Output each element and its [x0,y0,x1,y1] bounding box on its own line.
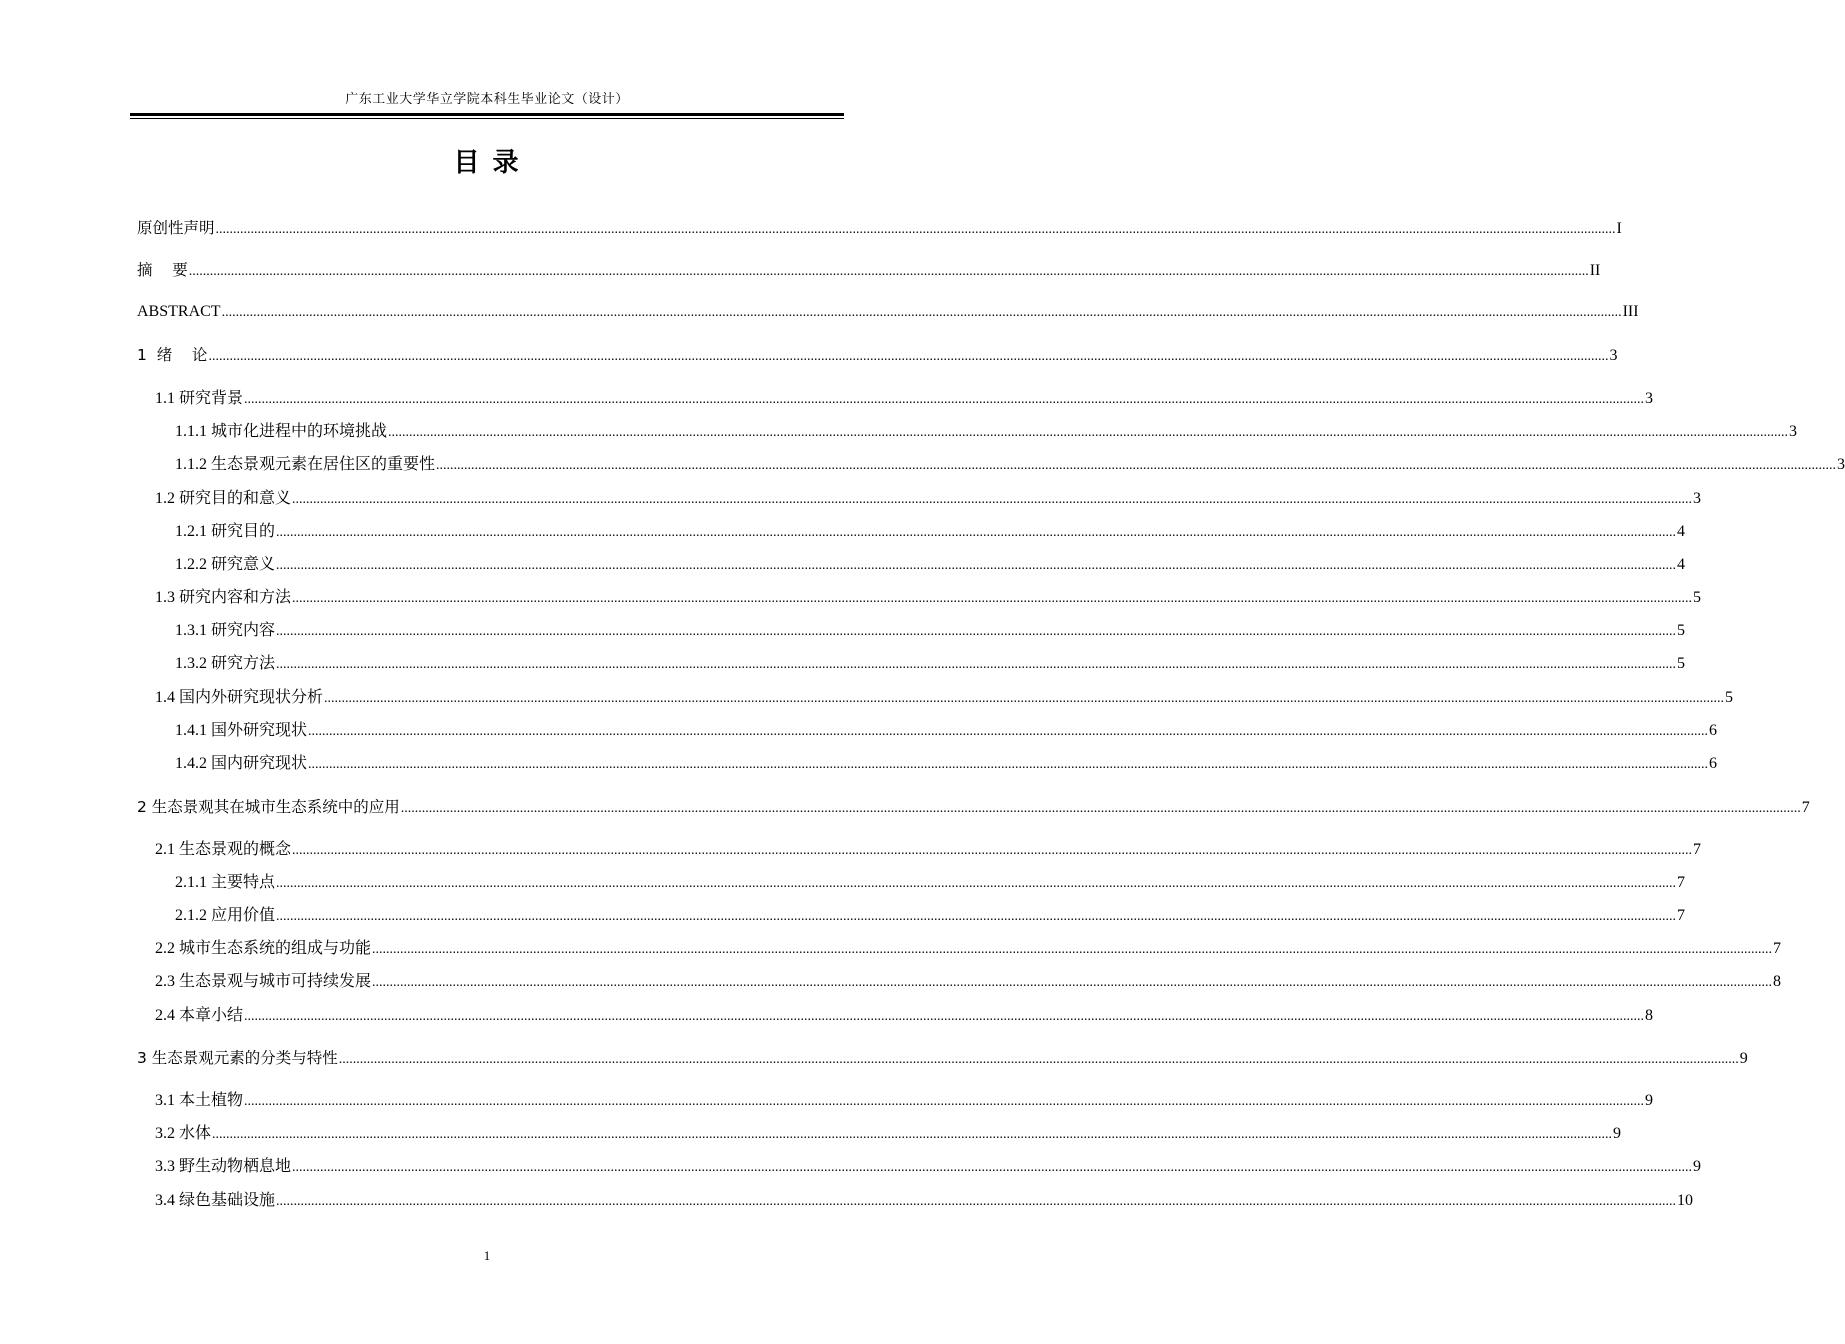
toc-entry-label: 2.1.1 主要特点 [175,874,276,891]
toc-entry-page: 3 [1789,423,1798,440]
toc-dot-leader: ................................................................................................................................................................................................................................................................................................................................................................................................................ [372,942,1773,957]
toc-entry-page: 8 [1645,1007,1654,1024]
toc-entry-label: ABSTRACT [137,303,221,320]
toc-entry[interactable] [137,719,1718,743]
toc-entry[interactable] [137,970,1782,994]
toc-entry[interactable] [137,453,1845,477]
toc-entry[interactable] [137,1089,1654,1113]
toc-dot-leader: ................................................................................................................................................................................................................................................................................................................................................................................................................ [244,1094,1645,1109]
toc-entry-page: 8 [1773,973,1782,990]
toc-entry[interactable] [137,838,1702,862]
toc-entry-label: 3.3 野生动物栖息地 [155,1158,292,1175]
toc-dot-leader: ................................................................................................................................................................................................................................................................................................................................................................................................................ [292,1160,1693,1175]
toc-entry-label: 1.1 研究背景 [155,390,244,407]
toc-entry-label: 1.2 研究目的和意义 [155,490,292,507]
toc-entry-page: 3 [1837,456,1845,473]
toc-dot-leader: ................................................................................................................................................................................................................................................................................................................................................................................................................ [372,975,1773,990]
toc-entry[interactable] [137,1189,1694,1213]
toc-dot-leader: ................................................................................................................................................................................................................................................................................................................................................................................................................ [292,492,1693,507]
toc-entry-page: III [1622,303,1639,320]
toc-entry[interactable] [137,553,1686,577]
toc-entry-page: I [1616,220,1622,237]
toc-entry[interactable] [137,520,1686,544]
toc-entry[interactable] [137,1004,1654,1028]
toc-dot-leader: ................................................................................................................................................................................................................................................................................................................................................................................................................ [292,591,1693,606]
toc-dot-leader: ................................................................................................................................................................................................................................................................................................................................................................................................................ [400,801,1801,816]
toc-entry[interactable] [137,343,1618,367]
toc-entry-label: 2 生态景观其在城市生态系统中的应用 [137,798,400,816]
toc-entry-label: 2.2 城市生态系统的组成与功能 [155,940,372,957]
toc-entry-label: 1.3.1 研究内容 [175,622,276,639]
toc-entry[interactable] [137,871,1686,895]
toc-entry-label: 1.4.2 国内研究现状 [175,755,308,772]
toc-dot-leader: ................................................................................................................................................................................................................................................................................................................................................................................................................ [276,525,1677,540]
toc-entry-label: 2.1.2 应用价值 [175,907,276,924]
toc-entry[interactable] [137,795,1810,819]
toc-dot-leader: ................................................................................................................................................................................................................................................................................................................................................................................................................ [244,392,1645,407]
toc-entry-page: 6 [1709,755,1718,772]
toc-entry[interactable] [137,258,1601,282]
toc-entry[interactable] [137,216,1622,240]
toc-entry-page: 9 [1645,1092,1654,1109]
toc-dot-leader: ................................................................................................................................................................................................................................................................................................................................................................................................................ [208,349,1609,364]
toc-entry[interactable] [137,387,1654,411]
toc-dot-leader: ................................................................................................................................................................................................................................................................................................................................................................................................................ [276,624,1677,639]
toc-entry[interactable] [137,420,1798,444]
toc-entry-label: 1.3 研究内容和方法 [155,589,292,606]
toc-dot-leader: ................................................................................................................................................................................................................................................................................................................................................................................................................ [324,691,1725,706]
toc-entry-page: 7 [1693,841,1702,858]
toc-entry-page: 4 [1677,556,1686,573]
toc-entry-page: 4 [1677,523,1686,540]
toc-entry[interactable] [137,1155,1702,1179]
header-rule-thin [130,118,844,119]
toc-entry-label: 1 绪 论 [137,346,208,364]
header-rule-thick [130,113,844,116]
toc-entry-label: 2.3 生态景观与城市可持续发展 [155,973,372,990]
toc-entry[interactable] [137,937,1782,961]
toc-entry-label: 3 生态景观元素的分类与特性 [137,1049,338,1067]
toc-entry-label: 3.2 水体 [155,1125,212,1142]
toc-entry-page: 5 [1693,589,1702,606]
toc-entry[interactable] [137,300,1639,324]
toc-entry[interactable] [137,686,1734,710]
toc-entry[interactable] [137,487,1702,511]
toc-dot-leader: ................................................................................................................................................................................................................................................................................................................................................................................................................ [276,657,1677,672]
toc-entry[interactable] [137,904,1686,928]
toc-entry-page: II [1589,262,1601,279]
toc-entry[interactable] [137,619,1686,643]
toc-entry-label: 2.4 本章小结 [155,1007,244,1024]
toc-entry-page: 3 [1693,490,1702,507]
page-number: 1 [483,1248,491,1263]
toc-dot-leader: ................................................................................................................................................................................................................................................................................................................................................................................................................ [308,724,1709,739]
toc-dot-leader: ................................................................................................................................................................................................................................................................................................................................................................................................................ [276,876,1677,891]
toc-entry[interactable] [137,586,1702,610]
toc-dot-leader: ................................................................................................................................................................................................................................................................................................................................................................................................................ [308,757,1709,772]
toc-entry-page: 9 [1739,1050,1748,1067]
toc-entry-page: 3 [1645,390,1654,407]
toc-entry-page: 5 [1725,689,1734,706]
toc-entry[interactable] [137,752,1718,776]
toc-dot-leader: ................................................................................................................................................................................................................................................................................................................................................................................................................ [276,1194,1677,1209]
toc-dot-leader: ................................................................................................................................................................................................................................................................................................................................................................................................................ [292,843,1693,858]
toc-dot-leader: ................................................................................................................................................................................................................................................................................................................................................................................................................ [244,1009,1645,1024]
toc-dot-leader: ................................................................................................................................................................................................................................................................................................................................................................................................................ [215,222,1616,237]
toc-entry-label: 1.2.1 研究目的 [175,523,276,540]
toc-entry-page: 5 [1677,622,1686,639]
toc-dot-leader: ................................................................................................................................................................................................................................................................................................................................................................................................................ [188,264,1589,279]
toc-entry-page: 7 [1677,907,1686,924]
toc-dot-leader: ................................................................................................................................................................................................................................................................................................................................................................................................................ [338,1052,1739,1067]
toc-entry-label: 1.4.1 国外研究现状 [175,722,308,739]
toc-entry-label: 原创性声明 [137,219,215,237]
toc-entry-label: 3.4 绿色基础设施 [155,1192,276,1209]
toc-entry[interactable] [137,1122,1622,1146]
page-title: 目 录 [453,148,521,178]
toc-entry-page: 9 [1693,1158,1702,1175]
toc-entry-page: 10 [1677,1192,1694,1209]
toc-entry-label: 摘 要 [137,261,188,279]
toc-entry-label: 1.1.1 城市化进程中的环境挑战 [175,423,388,440]
toc-entry-page: 3 [1609,347,1618,364]
toc-entry-label: 1.2.2 研究意义 [175,556,276,573]
toc-entry-page: 7 [1801,799,1810,816]
toc-entry-label: 2.1 生态景观的概念 [155,841,292,858]
toc-entry-page: 7 [1677,874,1686,891]
toc-entry[interactable] [137,1046,1748,1070]
toc-dot-leader: ................................................................................................................................................................................................................................................................................................................................................................................................................ [212,1127,1613,1142]
toc-entry-label: 3.1 本土植物 [155,1092,244,1109]
toc-dot-leader: ................................................................................................................................................................................................................................................................................................................................................................................................................ [276,558,1677,573]
toc-dot-leader: ................................................................................................................................................................................................................................................................................................................................................................................................................ [276,909,1677,924]
toc-dot-leader: ................................................................................................................................................................................................................................................................................................................................................................................................................ [221,305,1622,320]
toc-dot-leader: ................................................................................................................................................................................................................................................................................................................................................................................................................ [436,458,1837,473]
running-header: 广东工业大学华立学院本科生毕业论文（设计） [345,91,629,106]
toc-entry[interactable] [137,652,1686,676]
toc-entry-label: 1.4 国内外研究现状分析 [155,689,324,706]
toc-entry-label: 1.3.2 研究方法 [175,655,276,672]
toc-entry-page: 6 [1709,722,1718,739]
toc-entry-page: 7 [1773,940,1782,957]
toc-entry-page: 9 [1613,1125,1622,1142]
toc-dot-leader: ................................................................................................................................................................................................................................................................................................................................................................................................................ [388,425,1789,440]
toc-entry-label: 1.1.2 生态景观元素在居住区的重要性 [175,456,436,473]
toc-entry-page: 5 [1677,655,1686,672]
